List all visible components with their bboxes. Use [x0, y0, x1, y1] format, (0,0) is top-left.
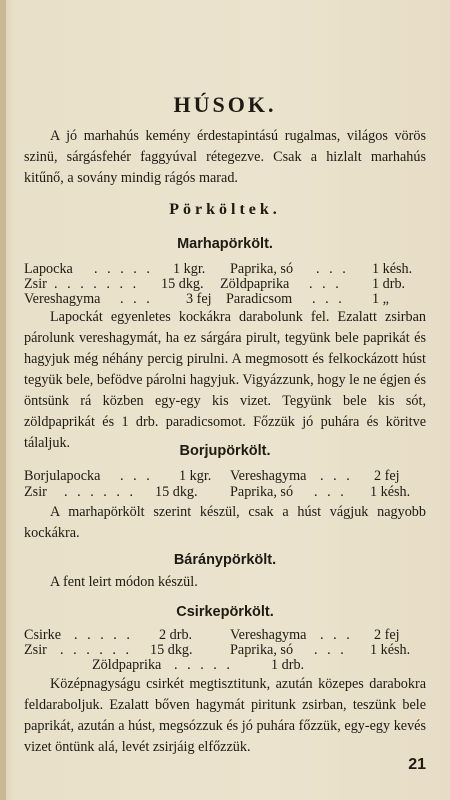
- ingredient-row: [24, 642, 426, 658]
- leader-dots: . . .: [309, 276, 342, 292]
- ingredient-qty: 2 fej: [374, 627, 400, 643]
- leader-dots: . . . . .: [174, 657, 233, 673]
- ingredient-qty: 1 kgr.: [179, 468, 212, 484]
- ingredient-name: Csirke: [24, 627, 62, 643]
- ingredient-row: [24, 627, 426, 643]
- ingredient-qty: 1 „: [372, 291, 389, 307]
- ingredient-name: Lapocka: [24, 261, 73, 277]
- ingredient-qty: 1 kgr.: [173, 261, 206, 277]
- ingredient-row: [24, 468, 426, 484]
- recipe-title-borjuporkolt: Borjupörkölt.: [179, 443, 271, 459]
- ingredient-row: [24, 276, 426, 292]
- leader-dots: . . . . . .: [60, 642, 133, 658]
- leader-dots: . . .: [314, 642, 347, 658]
- leader-dots: . . .: [312, 291, 345, 307]
- leader-dots: . . . . . . .: [54, 276, 140, 292]
- ingredient-name: Paprika, só: [230, 642, 294, 658]
- leader-dots: . . . . . .: [64, 484, 137, 500]
- leader-dots: . . .: [120, 291, 153, 307]
- page-number: 21: [408, 756, 426, 773]
- leader-dots: . . . . .: [74, 627, 133, 643]
- leader-dots: . . .: [316, 261, 349, 277]
- ingredient-qty: 2 drb.: [159, 627, 193, 643]
- ingredient-qty: 1 drb.: [271, 657, 305, 673]
- ingredient-name: Paprika, só: [230, 484, 294, 500]
- ingredient-name: Vereshagyma: [230, 627, 307, 643]
- recipe-text-borjuporkolt: A marhapörkölt szerint készül, csak a húst vágjuk nagyobb kockákra.: [24, 504, 426, 541]
- recipe-title-csirkeporkolt: Csirkepörkölt.: [176, 604, 274, 620]
- page-gutter: [0, 0, 6, 800]
- section-title: Pörköltek.: [169, 201, 281, 218]
- ingredient-row: [24, 261, 426, 277]
- ingredient-name: Paprika, só: [230, 261, 294, 277]
- intro-paragraph: A jó marhahús kemény érdestapintású rugalmas, világos vörös szinü, sárgásfehér faggyúval rétegezve. Csak a hizlalt marhahús kitűnő, a sovány mindig rágós marad.: [24, 128, 426, 186]
- ingredient-qty: 1 késh.: [370, 642, 411, 658]
- recipe-text-marhaporkolt: Lapockát egyenletes kockákra darabolunk fel. Ezalatt zsirban párolunk vereshagymát, ha ez sárgára pirult, tegyünk bele paprikát és hagyjuk még néhány percig pirulni. A megmosott és felkockázott húst tegyük bele, befödve párolni hagyjuk. Vigyázzunk, hogy le ne égjen és öntsünk rá közben egy-egy kis vizet. Tegyünk bele kis sót, zöldpaprikát és 1 drb. paradicsomot. Főzzük jó puhára és köritve tálaljuk.: [24, 309, 426, 451]
- ingredient-row: [24, 484, 426, 500]
- ingredient-name: Zsir: [24, 484, 47, 500]
- ingredient-qty: 15 dkg.: [155, 484, 198, 500]
- recipe-text-csirkeporkolt: Középnagyságu csirkét megtisztitunk, azután közepes darabokra feldaraboljuk. Ezalatt bőven hagymát piritunk zsirban, teszünk bele paprikát, azután a húst, megsózzuk és jó puhára főzzük, egy-egy kevés vizet öntünk alá, levét zsirjáig elfőzzük.: [24, 676, 426, 755]
- leader-dots: . . .: [320, 627, 353, 643]
- ingredient-name: Zöldpaprika: [220, 276, 290, 292]
- ingredient-qty: 2 fej: [374, 468, 400, 484]
- ingredient-name: Zsir: [24, 642, 47, 658]
- leader-dots: . . .: [320, 468, 353, 484]
- recipe-title-marhaporkolt: Marhapörkölt.: [177, 236, 273, 252]
- ingredient-name: Paradicsom: [226, 291, 293, 307]
- ingredient-qty: 1 késh.: [370, 484, 411, 500]
- chapter-title: HÚSOK.: [173, 92, 277, 117]
- ingredient-name: Borjulapocka: [24, 468, 101, 484]
- leader-dots: . . .: [120, 468, 153, 484]
- ingredient-name: Vereshagyma: [24, 291, 101, 307]
- ingredient-name: Vereshagyma: [230, 468, 307, 484]
- ingredient-qty: 15 dkg.: [150, 642, 193, 658]
- recipe-title-baranyporkolt: Báránypörkölt.: [173, 552, 277, 568]
- leader-dots: . . . . .: [94, 261, 153, 277]
- ingredient-qty: 1 drb.: [372, 276, 406, 292]
- ingredient-qty: 3 fej: [186, 291, 212, 307]
- ingredient-row: [24, 291, 426, 307]
- ingredient-row: [24, 657, 426, 673]
- ingredient-name: Zöldpaprika: [92, 657, 162, 673]
- ingredient-qty: 15 dkg.: [161, 276, 204, 292]
- leader-dots: . . .: [314, 484, 347, 500]
- recipe-text-baranyporkolt: A fent leirt módon készül.: [50, 574, 198, 590]
- ingredient-qty: 1 késh.: [372, 261, 413, 277]
- ingredient-name: Zsir: [24, 276, 47, 292]
